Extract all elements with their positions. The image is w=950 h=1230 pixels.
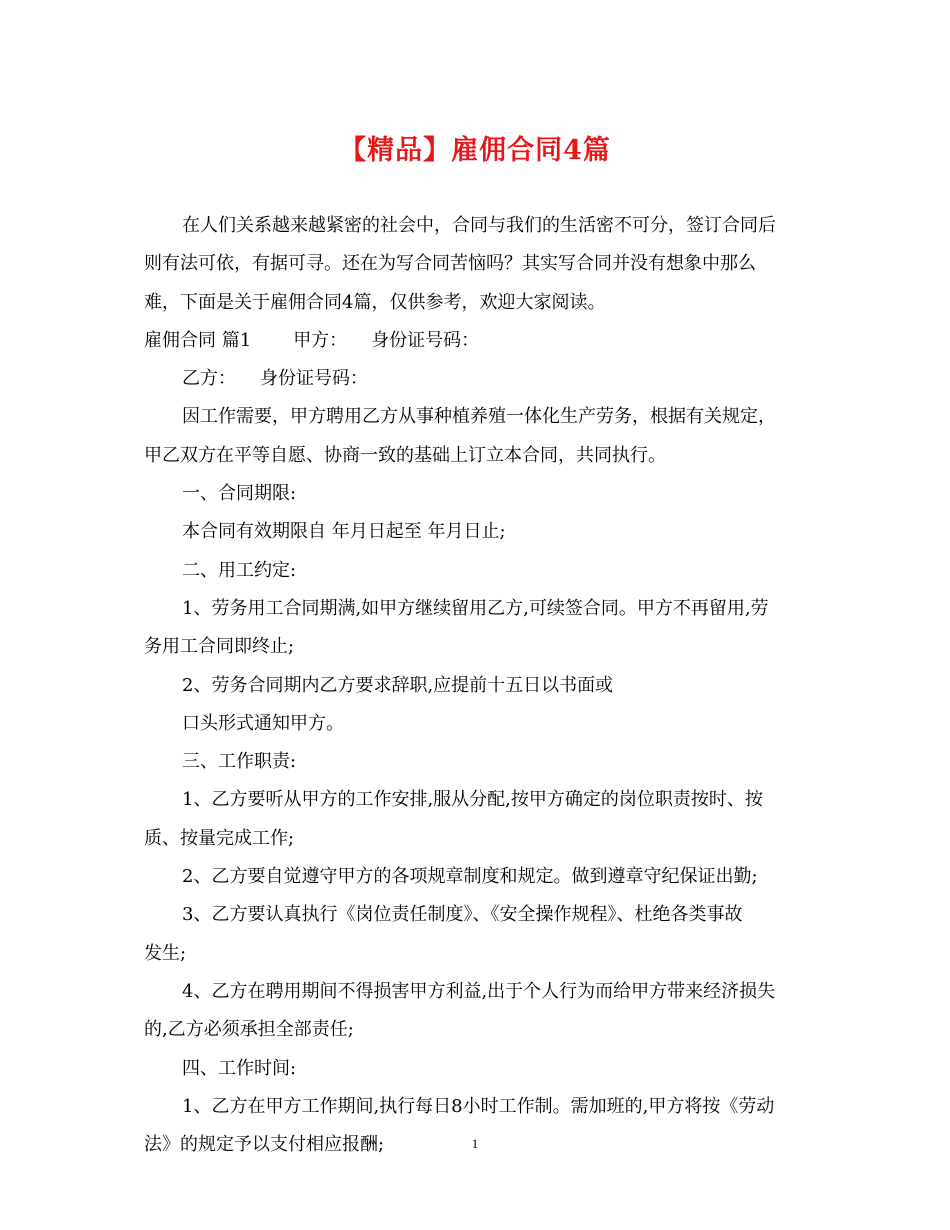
page-number: 1 xyxy=(471,1136,479,1151)
paragraph-line: 甲乙双方在平等自愿、协商一致的基础上订立本合同，共同执行。 xyxy=(144,444,666,466)
party-a-id-label: 身份证号码： xyxy=(371,329,480,351)
paragraph-line: 3、乙方要认真执行《岗位责任制度》、《安全操作规程》、杜绝各类事故 xyxy=(182,904,743,926)
section-title: 二、用工约定: xyxy=(182,559,297,581)
document-title: 【精品】雇佣合同4篇 xyxy=(339,135,611,166)
paragraph-line: 口头形式通知甲方。 xyxy=(182,712,344,734)
paragraph-line: 2、劳务合同期内乙方要求辞职,应提前十五日以书面或 xyxy=(182,674,614,696)
paragraph-line: 发生; xyxy=(144,942,187,964)
document-body xyxy=(144,207,812,1164)
section-title: 一、合同期限: xyxy=(182,483,297,505)
paragraph-line: 1、劳务用工合同期满,如甲方继续留用乙方,可续签合同。甲方不再留用,劳 xyxy=(182,597,769,619)
paragraph-line: 本合同有效期限自 年月日起至 年月日止; xyxy=(182,521,506,543)
paragraph-line: 法》的规定予以支付相应报酬; xyxy=(144,1134,385,1156)
paragraph-line: 质、按量完成工作; xyxy=(144,827,295,849)
paragraph-line: 难，下面是关于雇佣合同4篇，仅供参考，欢迎大家阅读。 xyxy=(144,291,606,313)
paragraph-line: 务用工合同即终止; xyxy=(144,636,295,658)
party-b-id-label: 身份证号码： xyxy=(260,368,368,390)
paragraph-line: 则有法可依，有据可寻。还在为写合同苦恼吗？其实写合同并没有想象中那么 xyxy=(144,253,756,275)
paragraph-line: 的,乙方必须承担全部责任; xyxy=(144,1019,354,1041)
paragraph-line: 4、乙方在聘用期间不得损害甲方利益,出于个人行为而给甲方带来经济损失 xyxy=(182,980,776,1002)
paragraph-line: 1、乙方要听从甲方的工作安排,服从分配,按甲方确定的岗位职责按时、按 xyxy=(182,789,763,811)
party-b-label: 乙方： xyxy=(182,368,236,390)
paragraph-line: 2、乙方要自觉遵守甲方的各项规章制度和规定。做到遵章守纪保证出勤; xyxy=(182,866,758,888)
paragraph-line: 因工作需要，甲方聘用乙方从事种植养殖一体化生产劳务，根据有关规定， xyxy=(182,406,776,428)
contract-heading: 雇佣合同 篇1 xyxy=(144,329,252,351)
section-title: 三、工作职责: xyxy=(182,751,297,773)
party-a-label: 甲方： xyxy=(293,329,348,351)
paragraph-line: 1、乙方在甲方工作期间,执行每日8小时工作制。需加班的,甲方将按《劳动 xyxy=(182,1095,775,1117)
section-title: 四、工作时间: xyxy=(182,1057,297,1079)
paragraph-line: 在人们关系越来越紧密的社会中，合同与我们的生活密不可分，签订合同后 xyxy=(182,215,776,236)
section-heading-line xyxy=(144,322,812,360)
party-b-line xyxy=(144,360,812,398)
